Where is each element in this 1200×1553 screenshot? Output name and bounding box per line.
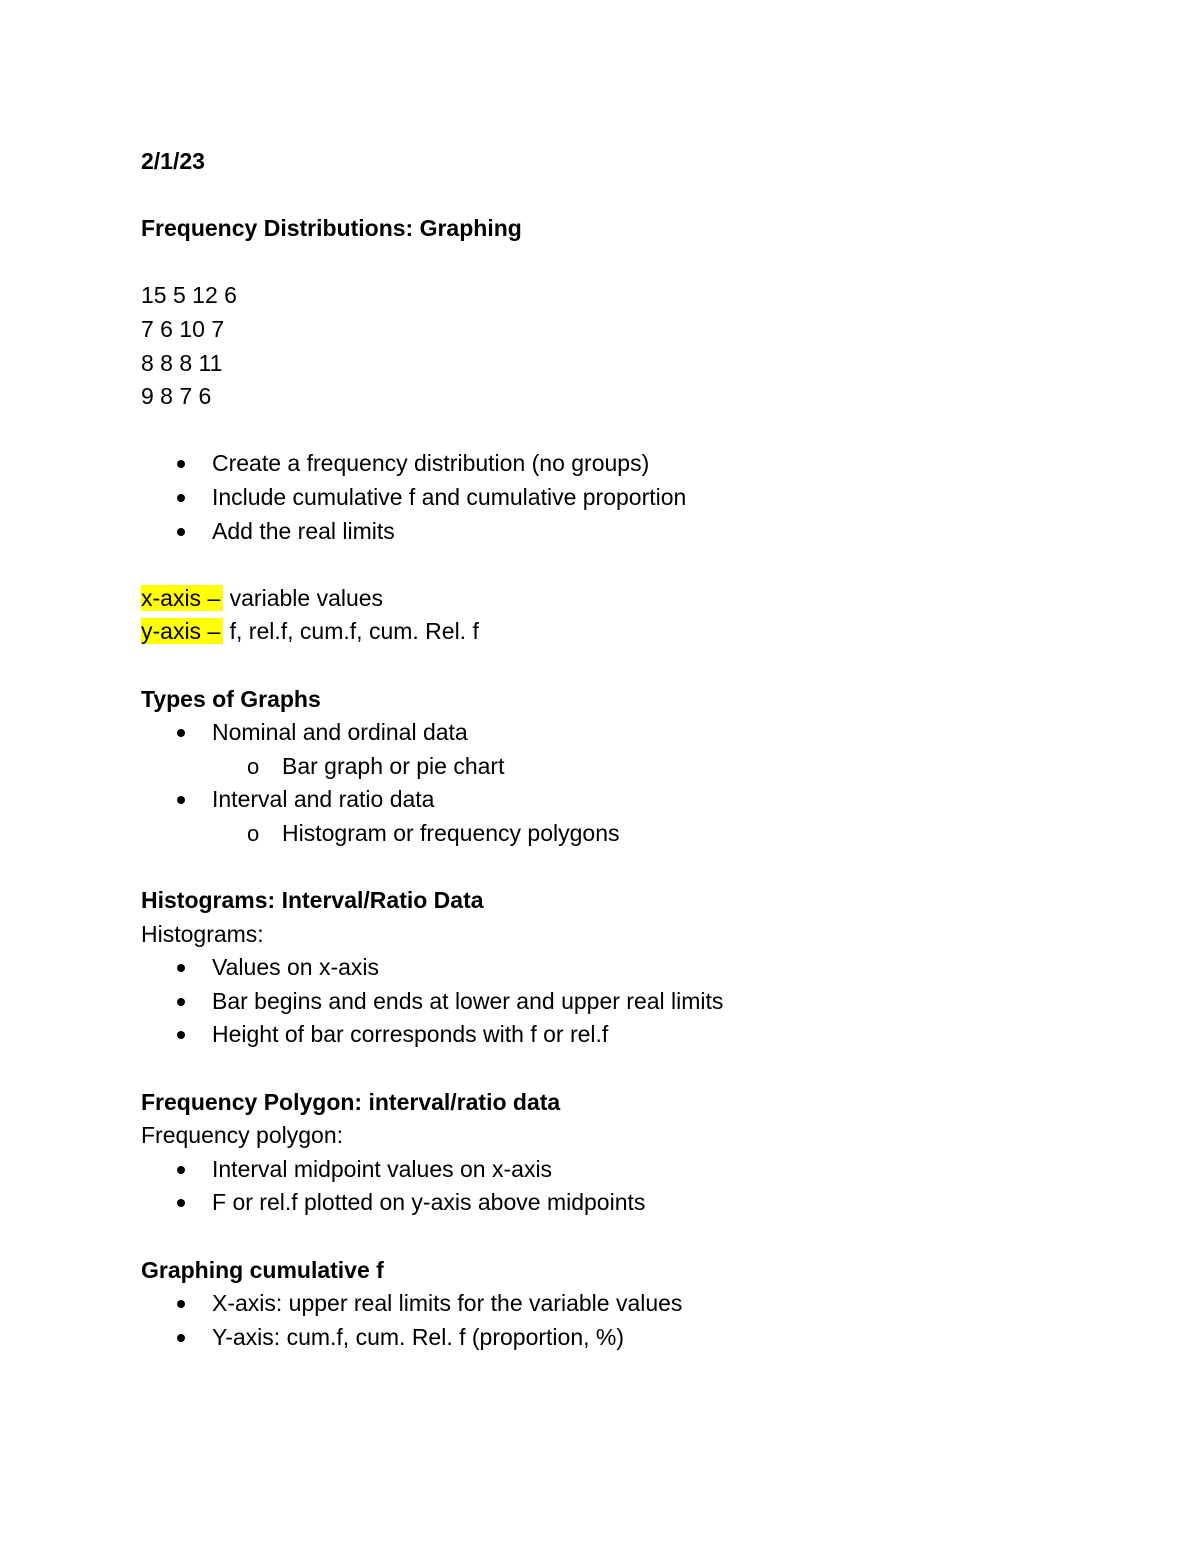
document-body: [141, 145, 1141, 1354]
list-item: Y-axis: cum.f, cum. Rel. f (proportion, %): [141, 1321, 1141, 1355]
section-heading-types: Types of Graphs: [141, 685, 321, 712]
data-row: 7 6 10 7: [141, 315, 225, 342]
data-row: 15 5 12 6: [141, 282, 237, 309]
list-item: Interval midpoint values on x-axis: [141, 1153, 1141, 1187]
y-axis-line: [141, 615, 1141, 649]
data-row: 8 8 8 11: [141, 349, 223, 376]
x-axis-highlight: x-axis –: [141, 585, 223, 611]
list-item: F or rel.f plotted on y-axis above midpoints: [141, 1186, 1141, 1220]
x-axis-description: variable values: [223, 584, 384, 611]
list-item: Height of bar corresponds with f or rel.f: [141, 1018, 1141, 1052]
section-heading-polygon: Frequency Polygon: interval/ratio data: [141, 1088, 561, 1115]
polygon-intro: Frequency polygon:: [141, 1122, 344, 1149]
page-title: Frequency Distributions: Graphing: [141, 215, 522, 242]
section-heading-cumulative: Graphing cumulative f: [141, 1256, 384, 1283]
task-item: Add the real limits: [141, 515, 1141, 549]
list-item: Interval and ratio data: [141, 783, 1141, 817]
list-item: Nominal and ordinal data: [141, 716, 1141, 750]
task-item: Create a frequency distribution (no groups): [141, 447, 1141, 481]
sub-list-item: o Histogram or frequency polygons: [141, 817, 1141, 851]
list-item: Values on x-axis: [141, 951, 1141, 985]
task-item: Include cumulative f and cumulative proportion: [141, 481, 1141, 515]
histograms-intro: Histograms:: [141, 920, 264, 947]
section-heading-histograms: Histograms: Interval/Ratio Data: [141, 887, 484, 914]
y-axis-highlight: y-axis –: [141, 618, 223, 644]
data-row: 9 8 7 6: [141, 383, 212, 410]
list-item: X-axis: upper real limits for the variable values: [141, 1287, 1141, 1321]
date-line: 2/1/23: [141, 148, 205, 174]
list-item: Bar begins and ends at lower and upper real limits: [141, 985, 1141, 1019]
x-axis-line: [141, 582, 1141, 616]
y-axis-description: f, rel.f, cum.f, cum. Rel. f: [223, 618, 479, 645]
sub-list-item: o Bar graph or pie chart: [141, 750, 1141, 784]
